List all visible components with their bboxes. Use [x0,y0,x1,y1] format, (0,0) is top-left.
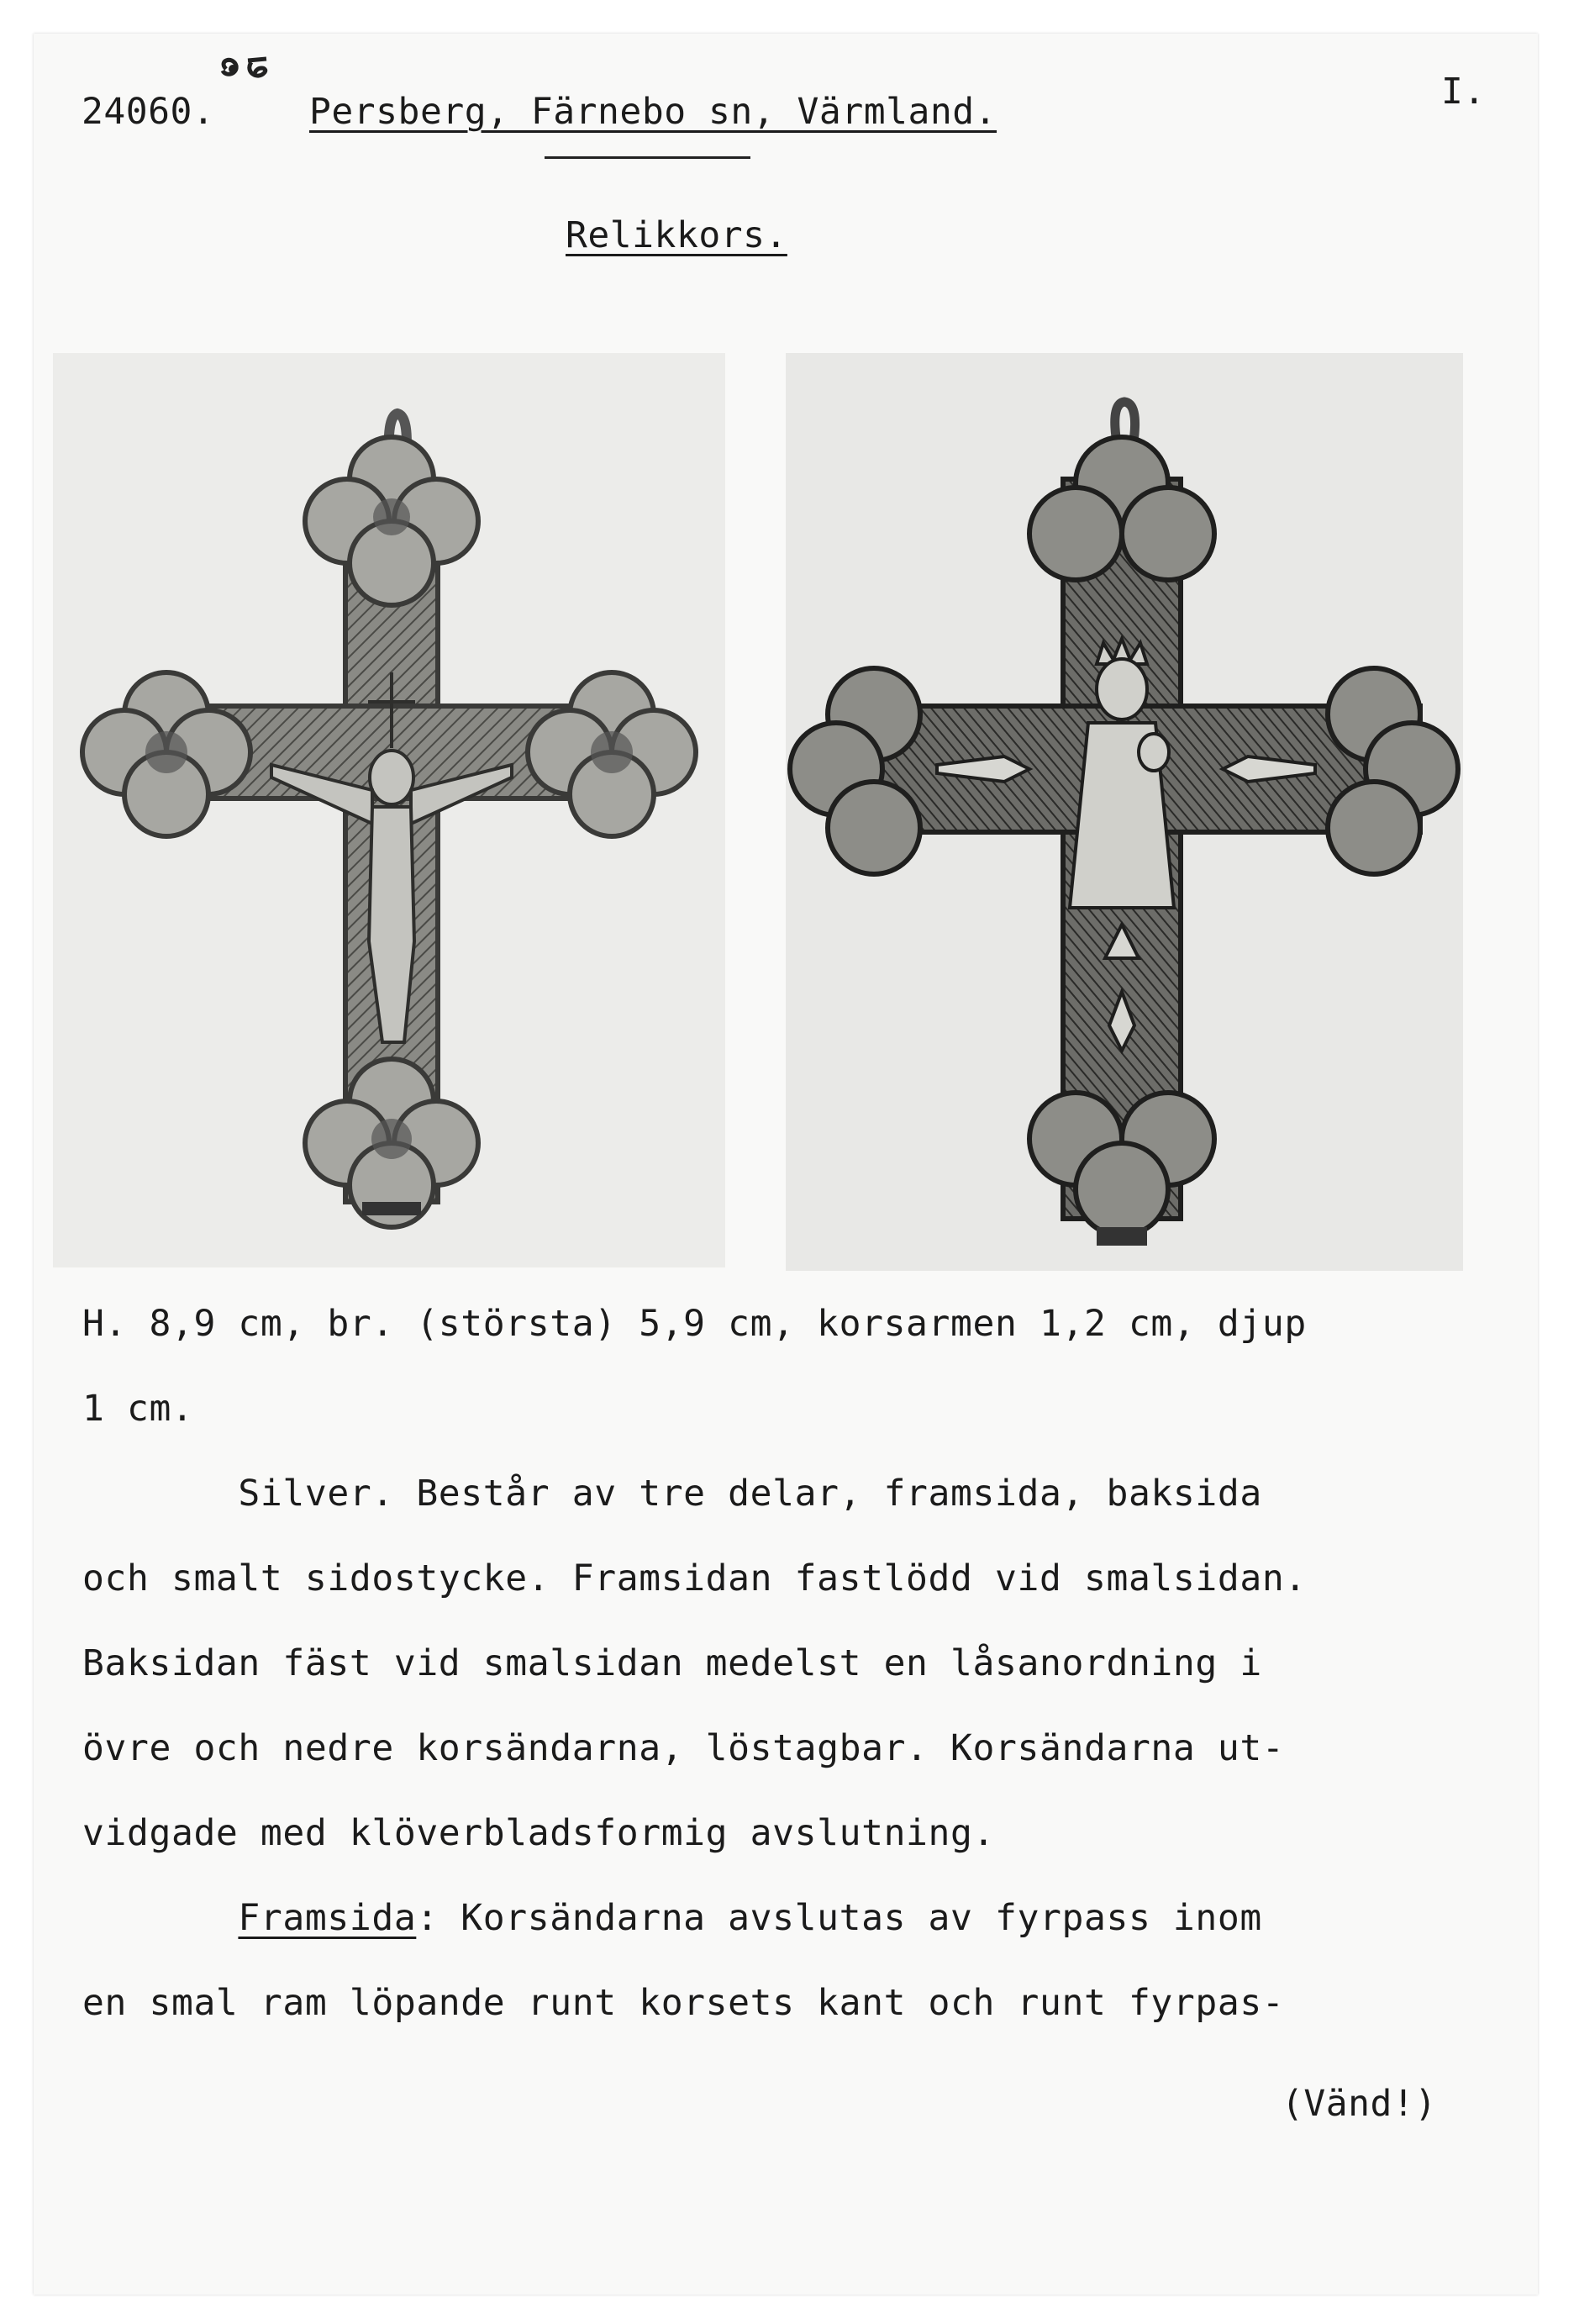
location-heading: Persberg, Färnebo sn, Värmland. [309,91,997,133]
page-number: I. [1441,71,1486,113]
catalog-number: 24060. [82,91,215,133]
description-last-line: en smal ram löpande runt korsets kant och runt fyrpas- [82,1982,1285,2024]
description-line-2: och smalt sidostycke. Framsidan fastlödd vid smalsidan. [82,1557,1307,1599]
turn-over-note: (Vänd!) [1282,2083,1437,2125]
framsida-label: Framsida [238,1897,417,1939]
description-line-1: Silver. Består av tre delar, framsida, baksida [82,1473,1262,1515]
location-extra-rule [545,156,750,159]
description-line-4: övre och nedre korsändarna, löstagbar. Korsändarna ut- [82,1727,1285,1769]
measurements-block [82,1282,1511,2046]
framsida-line [82,1876,1511,1961]
cross-front-photo [53,353,725,1267]
handwritten-mark [214,52,273,86]
description-line-3: Baksidan fäst vid smalsidan medelst en låsanordning i [82,1642,1262,1684]
description-line-5: vidgade med klöverbladsformig avslutning. [82,1812,996,1854]
framsida-text: : Korsändarna avslutas av fyrpass inom [416,1897,1262,1939]
measurements-line-1: H. 8,9 cm, br. (största) 5,9 cm, korsarmen 1,2 cm, djup [82,1303,1307,1345]
framsida-indent [82,1897,238,1939]
object-title: Relikkors. [566,214,787,256]
cross-back-photo [786,353,1463,1271]
measurements-line-2: 1 cm. [82,1388,194,1430]
